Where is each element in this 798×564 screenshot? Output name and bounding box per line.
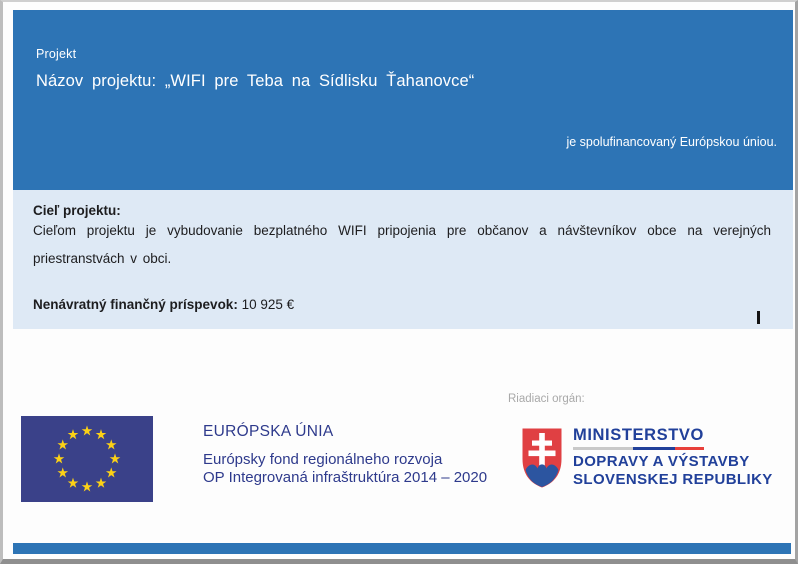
cofinancing-note: je spolufinancovaný Európskou úniou. [566, 135, 777, 149]
tricolor-red-segment [675, 447, 704, 450]
slovak-tricolor-divider [573, 447, 704, 450]
eu-union-label: EURÓPSKA ÚNIA [203, 423, 334, 440]
eu-flag-icon [21, 416, 153, 502]
grant-value: 10 925 € [241, 297, 295, 312]
project-header-banner [13, 10, 793, 190]
ministry-name: MINISTERSTVO [573, 426, 704, 444]
tricolor-white-segment [573, 447, 633, 450]
project-goal-section [13, 190, 793, 329]
ministry-text-block [573, 426, 773, 489]
grant-label: Nenávratný finančný príspevok: [33, 297, 238, 312]
bottom-accent-bar [13, 543, 791, 554]
eu-program-label: OP Integrovaná infraštruktúra 2014 – 2020 [203, 469, 488, 486]
eu-text-block [203, 423, 487, 487]
goal-heading: Cieľ projektu: [33, 203, 121, 218]
grant-line [33, 297, 294, 312]
logos-footer [3, 329, 798, 542]
ministry-department: DOPRAVY A VÝSTAVBY [573, 453, 750, 470]
project-label: Projekt [36, 47, 77, 61]
text-cursor[interactable] [757, 311, 760, 324]
goal-description: Cieľom projektu je vybudovanie bezplatného WIFI pripojenia pre občanov a návštevníkov obce na verejných priestranstvách v obci. [33, 223, 771, 266]
tricolor-blue-segment [633, 447, 675, 450]
project-title: Názov projektu: „WIFI pre Teba na Sídlisku Ťahanovce“ [36, 72, 475, 90]
ministry-country: SLOVENSKEJ REPUBLIKY [573, 471, 773, 488]
eu-fund-label: Európsky fond regionálneho rozvoja [203, 451, 443, 468]
slovak-coat-of-arms-icon [521, 427, 563, 489]
managing-authority-label: Riadiaci orgán: [508, 393, 585, 405]
